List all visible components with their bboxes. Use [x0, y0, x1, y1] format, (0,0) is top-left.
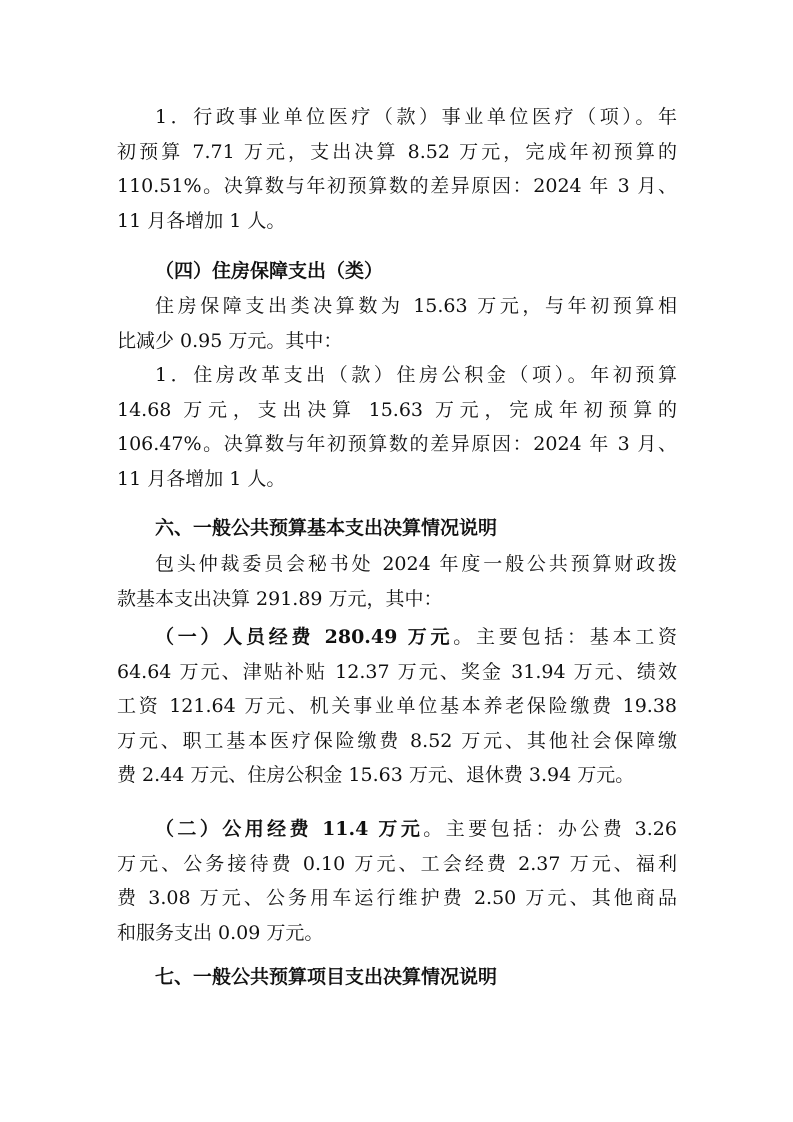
text-line: 和服务支出 0.09 万元。 [117, 921, 324, 944]
text-line: 万元、职工基本医疗保险缴费 8.52 万元、其他社会保障缴 [117, 729, 677, 752]
text-line: 11 月各增加 1 人。 [117, 467, 286, 490]
personnel-costs-label: （一）人员经费 280.49 万元 [155, 626, 454, 648]
text-line: 款基本支出决算 291.89 万元，其中： [117, 587, 443, 610]
text-line: 1．住房改革支出（款）住房公积金（项）。年初预算 [155, 364, 677, 386]
text-line: 106.47%。决算数与年初预算数的差异原因：2024 年 3 月、 [117, 433, 677, 455]
paragraph-public-costs [117, 812, 677, 950]
text-line: 64.64 万元、津贴补贴 12.37 万元、奖金 31.94 万元、绩效 [117, 660, 677, 683]
section-heading-housing: （四）住房保障支出（类） [155, 260, 384, 282]
paragraph-basic-expenditure [117, 547, 677, 616]
text-line: 费 3.08 万元、公务用车运行维护费 2.50 万元、其他商品 [117, 887, 677, 909]
text-line: 住房保障支出类决算数为 15.63 万元，与年初预算相 [155, 295, 677, 317]
paragraph-medical [117, 100, 677, 238]
text-line: 110.51%。决算数与年初预算数的差异原因：2024 年 3 月、 [117, 175, 677, 197]
personnel-costs-intro: 。主要包括：基本工资 [453, 626, 677, 648]
text-line: 1．行政事业单位医疗（款）事业单位医疗（项）。年 [155, 106, 677, 128]
section-heading-6: 六、一般公共预算基本支出决算情况说明 [155, 517, 498, 539]
text-line: 费 2.44 万元、住房公积金 15.63 万元、退休费 3.94 万元。 [117, 764, 635, 786]
text-line: 工资 121.64 万元、机关事业单位基本养老保险缴费 19.38 [117, 695, 677, 717]
text-line [117, 812, 677, 847]
public-costs-intro: 。主要包括：办公费 3.26 [423, 818, 677, 840]
text-line: 14.68 万元，支出决算 15.63 万元，完成年初预算的 [117, 398, 677, 421]
text-line: 万元、公务接待费 0.10 万元、工会经费 2.37 万元、福利 [117, 852, 677, 875]
text-line: 11 月各增加 1 人。 [117, 209, 286, 232]
text-line [117, 620, 677, 655]
text-line: 初预算 7.71 万元，支出决算 8.52 万元，完成年初预算的 [117, 140, 677, 163]
paragraph-housing-summary [117, 289, 677, 358]
text-line: 比减少 0.95 万元。其中： [117, 329, 343, 352]
text-line: 包头仲裁委员会秘书处 2024 年度一般公共预算财政拨 [155, 553, 677, 575]
paragraph-housing-fund [117, 358, 677, 496]
public-costs-label: （二）公用经费 11.4 万元 [155, 818, 424, 840]
section-heading-7: 七、一般公共预算项目支出决算情况说明 [155, 966, 498, 988]
paragraph-personnel-costs [117, 620, 677, 793]
